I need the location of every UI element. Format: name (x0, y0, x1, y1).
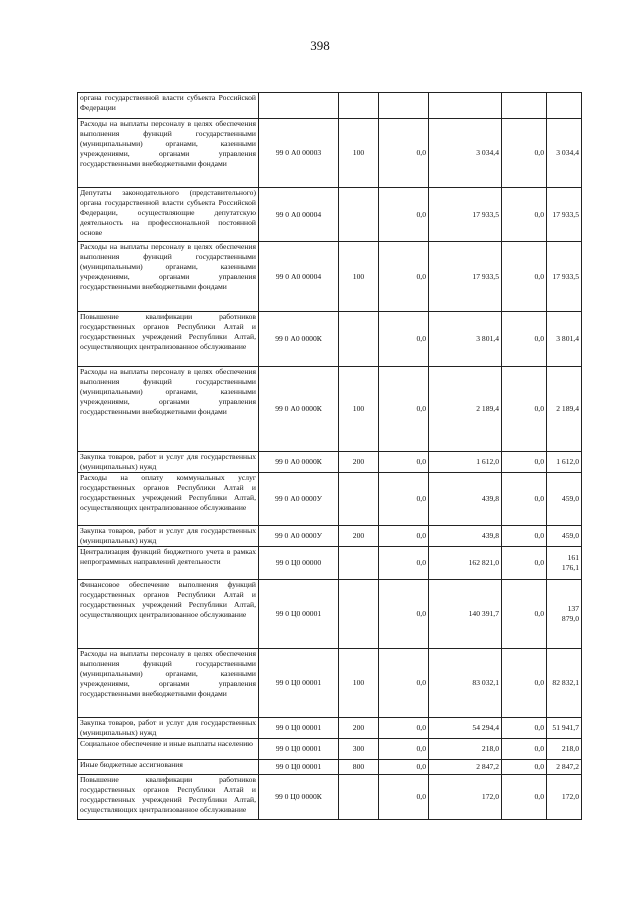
row-value-c: 0,0 (502, 452, 547, 473)
row-expense-type (339, 775, 379, 820)
row-expense-type (339, 580, 379, 649)
table-row (78, 718, 582, 739)
table-row (78, 119, 582, 188)
row-name: Повышение квалификации работников государственных органов Республики Алтай и государственных учреждений Республики Алтай, осуществляющих централизованное обслуживание (78, 312, 259, 367)
row-value-d: 1 612,0 (547, 452, 582, 473)
row-value-b (429, 93, 502, 119)
table-row (78, 93, 582, 119)
row-code: 99 0 Ц0 00001 (259, 718, 339, 739)
table-row (78, 526, 582, 547)
row-expense-type: 100 (339, 242, 379, 312)
row-value-d: 82 832,1 (547, 649, 582, 718)
row-name: Финансовое обеспечение выполнения функций государственных органов Республики Алтай и государственных учреждений Республики Алтай, осуществляющих централизованное обслуживание (78, 580, 259, 649)
row-value-b: 3 801,4 (429, 312, 502, 367)
row-expense-type (339, 547, 379, 580)
row-name: Закупка товаров, работ и услуг для государственных (муниципальных) нужд (78, 452, 259, 473)
row-code: 99 0 Ц0 00001 (259, 739, 339, 760)
row-value-c: 0,0 (502, 739, 547, 760)
row-value-d: 2 847,2 (547, 760, 582, 775)
row-value-a: 0,0 (379, 580, 429, 649)
row-value-d: 17 933,5 (547, 188, 582, 242)
row-name: Расходы на выплаты персоналу в целях обеспечения выполнения функций государственными (муниципальными) органами, казенными учреждениями, органами управления государственными внебюджетными фондами (78, 242, 259, 312)
row-value-c: 0,0 (502, 312, 547, 367)
row-value-c: 0,0 (502, 242, 547, 312)
row-name: Депутаты законодательного (представительного) органа государственной власти субъекта Российской Федерации, осуществляющие депутатскую деятельность на профессиональной постоянной основе (78, 188, 259, 242)
row-name: Расходы на выплаты персоналу в целях обеспечения выполнения функций государственными (муниципальными) органами, казенными учреждениями, органами управления государственными внебюджетными фондами (78, 649, 259, 718)
row-value-b: 439,8 (429, 526, 502, 547)
table-row (78, 547, 582, 580)
row-value-a: 0,0 (379, 242, 429, 312)
row-code: 99 0 Ц0 00001 (259, 649, 339, 718)
row-code: 99 0 А0 0000К (259, 312, 339, 367)
row-value-d (547, 93, 582, 119)
row-expense-type: 200 (339, 526, 379, 547)
row-value-a: 0,0 (379, 739, 429, 760)
row-code: 99 0 Ц0 00001 (259, 760, 339, 775)
table-row (78, 367, 582, 452)
row-name: Повышение квалификации работников государственных органов Республики Алтай и государственных учреждений Республики Алтай, осуществляющих централизованное обслуживание (78, 775, 259, 820)
table-row (78, 775, 582, 820)
row-value-b: 439,8 (429, 473, 502, 526)
row-name: Закупка товаров, работ и услуг для государственных (муниципальных) нужд (78, 718, 259, 739)
row-value-b: 140 391,7 (429, 580, 502, 649)
row-value-b: 54 294,4 (429, 718, 502, 739)
row-code (259, 93, 339, 119)
row-value-c: 0,0 (502, 473, 547, 526)
row-value-a: 0,0 (379, 312, 429, 367)
row-expense-type (339, 312, 379, 367)
budget-table (77, 92, 582, 820)
row-value-a: 0,0 (379, 649, 429, 718)
row-name: Расходы на выплаты персоналу в целях обеспечения выполнения функций государственными (муниципальными) органами, казенными учреждениями, органами управления государственными внебюджетными фондами (78, 367, 259, 452)
row-value-a: 0,0 (379, 452, 429, 473)
row-expense-type: 800 (339, 760, 379, 775)
row-value-d: 459,0 (547, 526, 582, 547)
row-value-b: 1 612,0 (429, 452, 502, 473)
row-value-c: 0,0 (502, 718, 547, 739)
row-value-a: 0,0 (379, 367, 429, 452)
row-value-d: 218,0 (547, 739, 582, 760)
row-code: 99 0 А0 0000К (259, 367, 339, 452)
row-expense-type (339, 93, 379, 119)
row-value-b: 3 034,4 (429, 119, 502, 188)
row-value-b: 218,0 (429, 739, 502, 760)
row-name: Расходы на выплаты персоналу в целях обеспечения выполнения функций государственными (муниципальными) органами, казенными учреждениями, органами управления государственными внебюджетными фондами (78, 119, 259, 188)
row-value-b: 2 847,2 (429, 760, 502, 775)
row-value-c: 0,0 (502, 760, 547, 775)
row-value-c: 0,0 (502, 188, 547, 242)
row-value-d: 3 034,4 (547, 119, 582, 188)
row-value-c: 0,0 (502, 526, 547, 547)
row-code: 99 0 А0 00003 (259, 119, 339, 188)
table-row (78, 580, 582, 649)
row-code: 99 0 Ц0 00000 (259, 547, 339, 580)
row-name: Социальное обеспечение и иные выплаты населению (78, 739, 259, 760)
row-code: 99 0 Ц0 00001 (259, 580, 339, 649)
row-name: Централизация функций бюджетного учета в рамках непрограммных направлений деятельности (78, 547, 259, 580)
row-value-a: 0,0 (379, 775, 429, 820)
row-value-b: 17 933,5 (429, 188, 502, 242)
row-value-c: 0,0 (502, 547, 547, 580)
row-value-d: 161 176,1 (547, 547, 582, 580)
row-name: Закупка товаров, работ и услуг для государственных (муниципальных) нужд (78, 526, 259, 547)
row-code: 99 0 А0 0000К (259, 452, 339, 473)
row-value-d: 51 941,7 (547, 718, 582, 739)
table-body (78, 93, 582, 820)
row-expense-type: 100 (339, 367, 379, 452)
row-expense-type: 100 (339, 649, 379, 718)
row-expense-type: 300 (339, 739, 379, 760)
table-row (78, 760, 582, 775)
row-value-a: 0,0 (379, 718, 429, 739)
row-value-c: 0,0 (502, 580, 547, 649)
table-row (78, 242, 582, 312)
row-name: органа государственной власти субъекта Российской Федерации (78, 93, 259, 119)
row-value-d: 459,0 (547, 473, 582, 526)
row-value-a: 0,0 (379, 188, 429, 242)
row-code: 99 0 Ц0 0000К (259, 775, 339, 820)
row-expense-type: 200 (339, 452, 379, 473)
row-expense-type: 100 (339, 119, 379, 188)
row-code: 99 0 А0 00004 (259, 188, 339, 242)
row-expense-type: 200 (339, 718, 379, 739)
table-row (78, 312, 582, 367)
row-value-c: 0,0 (502, 775, 547, 820)
row-name: Иные бюджетные ассигнования (78, 760, 259, 775)
row-value-a: 0,0 (379, 526, 429, 547)
page-number: 398 (310, 38, 330, 53)
row-name: Расходы на оплату коммунальных услуг государственных органов Республики Алтай и государственных учреждений Республики Алтай, осуществляющих централизованное обслуживание (78, 473, 259, 526)
row-value-d: 17 933,5 (547, 242, 582, 312)
row-value-b: 83 032,1 (429, 649, 502, 718)
row-value-b: 2 189,4 (429, 367, 502, 452)
row-value-b: 17 933,5 (429, 242, 502, 312)
row-code: 99 0 А0 00004 (259, 242, 339, 312)
table-row (78, 739, 582, 760)
row-value-a (379, 93, 429, 119)
row-value-d: 3 801,4 (547, 312, 582, 367)
row-value-a: 0,0 (379, 119, 429, 188)
row-code: 99 0 А0 0000У (259, 526, 339, 547)
row-expense-type (339, 188, 379, 242)
row-value-c: 0,0 (502, 367, 547, 452)
table-row (78, 473, 582, 526)
row-value-d: 172,0 (547, 775, 582, 820)
table-row (78, 188, 582, 242)
row-value-a: 0,0 (379, 473, 429, 526)
row-code: 99 0 А0 0000У (259, 473, 339, 526)
row-value-b: 162 821,0 (429, 547, 502, 580)
row-value-a: 0,0 (379, 547, 429, 580)
row-value-b: 172,0 (429, 775, 502, 820)
row-value-a: 0,0 (379, 760, 429, 775)
row-value-d: 2 189,4 (547, 367, 582, 452)
row-value-c: 0,0 (502, 649, 547, 718)
row-value-c: 0,0 (502, 119, 547, 188)
row-value-d: 137 879,0 (547, 580, 582, 649)
row-expense-type (339, 473, 379, 526)
table-row (78, 649, 582, 718)
table-row (78, 452, 582, 473)
row-value-c (502, 93, 547, 119)
